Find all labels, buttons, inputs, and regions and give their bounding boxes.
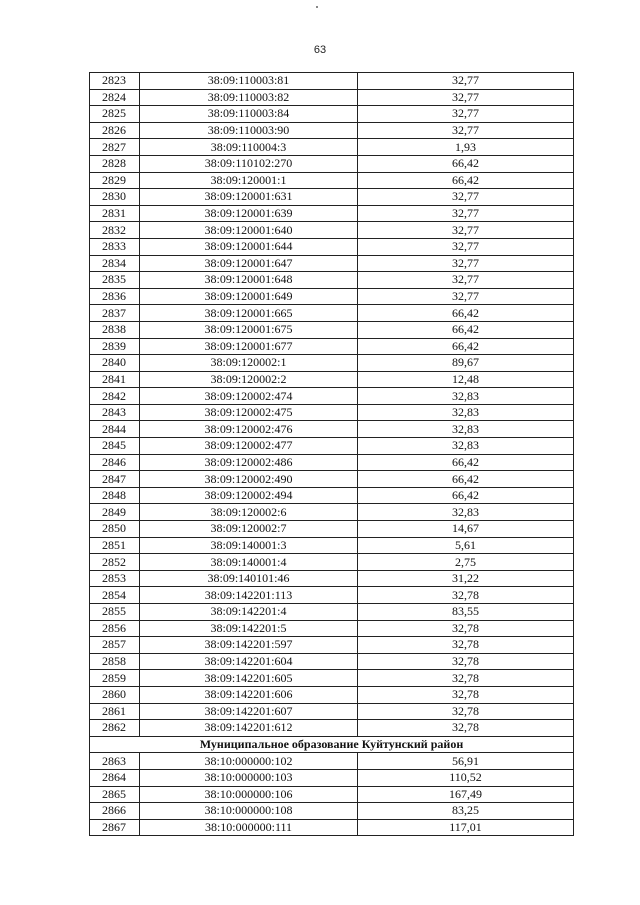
value-cell: 66,42 <box>358 155 574 172</box>
row-number-cell: 2836 <box>90 288 140 305</box>
table-row <box>90 388 574 405</box>
value-cell: 117,01 <box>358 819 574 836</box>
cadastral-number-cell: 38:10:000000:106 <box>140 786 358 803</box>
row-number-cell: 2848 <box>90 487 140 504</box>
cadastral-number-cell: 38:09:142201:5 <box>140 620 358 637</box>
value-cell: 32,77 <box>358 288 574 305</box>
value-cell: 66,42 <box>358 338 574 355</box>
value-cell: 32,77 <box>358 106 574 123</box>
row-number-cell: 2846 <box>90 454 140 471</box>
row-number-cell: 2838 <box>90 321 140 338</box>
value-cell: 32,83 <box>358 438 574 455</box>
value-cell: 32,78 <box>358 587 574 604</box>
table-row <box>90 570 574 587</box>
table-row <box>90 686 574 703</box>
row-number-cell: 2861 <box>90 703 140 720</box>
value-cell: 66,42 <box>358 172 574 189</box>
table-row <box>90 604 574 621</box>
row-number-cell: 2827 <box>90 139 140 156</box>
cadastral-number-cell: 38:09:110102:270 <box>140 155 358 172</box>
value-cell: 32,78 <box>358 670 574 687</box>
table-row <box>90 421 574 438</box>
value-cell: 66,42 <box>358 471 574 488</box>
table-row <box>90 819 574 836</box>
table-row <box>90 786 574 803</box>
value-cell: 66,42 <box>358 487 574 504</box>
table-row <box>90 703 574 720</box>
row-number-cell: 2835 <box>90 272 140 289</box>
value-cell: 66,42 <box>358 305 574 322</box>
value-cell: 32,83 <box>358 404 574 421</box>
table-row <box>90 504 574 521</box>
row-number-cell: 2840 <box>90 355 140 372</box>
cadastral-number-cell: 38:09:120001:644 <box>140 238 358 255</box>
cadastral-number-cell: 38:09:142201:597 <box>140 637 358 654</box>
cadastral-number-cell: 38:09:142201:604 <box>140 653 358 670</box>
value-cell: 32,78 <box>358 653 574 670</box>
row-number-cell: 2824 <box>90 89 140 106</box>
table-row <box>90 321 574 338</box>
cadastral-number-cell: 38:09:120001:647 <box>140 255 358 272</box>
value-cell: 32,77 <box>358 205 574 222</box>
table-row <box>90 272 574 289</box>
section-header-row <box>90 736 574 753</box>
cadastral-number-cell: 38:09:120002:7 <box>140 521 358 538</box>
table-row <box>90 189 574 206</box>
row-number-cell: 2865 <box>90 786 140 803</box>
cadastral-number-cell: 38:09:120002:476 <box>140 421 358 438</box>
cadastral-number-cell: 38:09:120001:665 <box>140 305 358 322</box>
page-number: 63 <box>313 44 327 56</box>
value-cell: 32,78 <box>358 720 574 737</box>
table-row <box>90 587 574 604</box>
row-number-cell: 2847 <box>90 471 140 488</box>
cadastral-number-cell: 38:09:120002:486 <box>140 454 358 471</box>
cadastral-number-cell: 38:10:000000:111 <box>140 819 358 836</box>
cadastral-number-cell: 38:09:110003:82 <box>140 89 358 106</box>
cadastral-number-cell: 38:10:000000:102 <box>140 753 358 770</box>
table-row <box>90 471 574 488</box>
value-cell: 5,61 <box>358 537 574 554</box>
registry-table-body <box>90 73 574 836</box>
registry-table <box>89 72 574 836</box>
cadastral-number-cell: 38:09:142201:113 <box>140 587 358 604</box>
value-cell: 12,48 <box>358 371 574 388</box>
cadastral-number-cell: 38:10:000000:103 <box>140 769 358 786</box>
cadastral-number-cell: 38:09:120002:490 <box>140 471 358 488</box>
cadastral-number-cell: 38:09:110004:3 <box>140 139 358 156</box>
section-title: Муниципальное образование Куйтунский район <box>90 736 574 753</box>
table-row <box>90 355 574 372</box>
table-row <box>90 620 574 637</box>
value-cell: 2,75 <box>358 554 574 571</box>
cadastral-number-cell: 38:09:140001:3 <box>140 537 358 554</box>
value-cell: 167,49 <box>358 786 574 803</box>
cadastral-number-cell: 38:09:120001:677 <box>140 338 358 355</box>
row-number-cell: 2859 <box>90 670 140 687</box>
table-row <box>90 205 574 222</box>
row-number-cell: 2832 <box>90 222 140 239</box>
row-number-cell: 2825 <box>90 106 140 123</box>
row-number-cell: 2855 <box>90 604 140 621</box>
table-row <box>90 487 574 504</box>
row-number-cell: 2858 <box>90 653 140 670</box>
table-row <box>90 803 574 820</box>
table-row <box>90 155 574 172</box>
table-row <box>90 404 574 421</box>
row-number-cell: 2845 <box>90 438 140 455</box>
cadastral-number-cell: 38:09:120001:648 <box>140 272 358 289</box>
table-row <box>90 554 574 571</box>
table-row <box>90 537 574 554</box>
value-cell: 32,78 <box>358 637 574 654</box>
cadastral-number-cell: 38:09:120002:474 <box>140 388 358 405</box>
value-cell: 56,91 <box>358 753 574 770</box>
cadastral-number-cell: 38:09:120002:2 <box>140 371 358 388</box>
table-row <box>90 521 574 538</box>
row-number-cell: 2823 <box>90 73 140 90</box>
value-cell: 66,42 <box>358 321 574 338</box>
value-cell: 32,77 <box>358 89 574 106</box>
row-number-cell: 2867 <box>90 819 140 836</box>
value-cell: 83,25 <box>358 803 574 820</box>
table-row <box>90 305 574 322</box>
table-row <box>90 122 574 139</box>
cadastral-number-cell: 38:09:120001:639 <box>140 205 358 222</box>
row-number-cell: 2854 <box>90 587 140 604</box>
cadastral-number-cell: 38:09:120002:475 <box>140 404 358 421</box>
table-row <box>90 222 574 239</box>
cadastral-number-cell: 38:09:142201:606 <box>140 686 358 703</box>
value-cell: 66,42 <box>358 454 574 471</box>
value-cell: 32,78 <box>358 703 574 720</box>
table-row <box>90 106 574 123</box>
cadastral-number-cell: 38:10:000000:108 <box>140 803 358 820</box>
row-number-cell: 2826 <box>90 122 140 139</box>
value-cell: 32,78 <box>358 620 574 637</box>
row-number-cell: 2866 <box>90 803 140 820</box>
value-cell: 32,77 <box>358 222 574 239</box>
table-row <box>90 670 574 687</box>
row-number-cell: 2860 <box>90 686 140 703</box>
row-number-cell: 2830 <box>90 189 140 206</box>
row-number-cell: 2853 <box>90 570 140 587</box>
table-row <box>90 255 574 272</box>
row-number-cell: 2839 <box>90 338 140 355</box>
cadastral-number-cell: 38:09:120001:631 <box>140 189 358 206</box>
table-row <box>90 338 574 355</box>
cadastral-number-cell: 38:09:120002:477 <box>140 438 358 455</box>
value-cell: 110,52 <box>358 769 574 786</box>
value-cell: 32,77 <box>358 255 574 272</box>
value-cell: 32,83 <box>358 388 574 405</box>
row-number-cell: 2828 <box>90 155 140 172</box>
row-number-cell: 2851 <box>90 537 140 554</box>
cadastral-number-cell: 38:09:140001:4 <box>140 554 358 571</box>
cadastral-number-cell: 38:09:142201:612 <box>140 720 358 737</box>
table-row <box>90 753 574 770</box>
row-number-cell: 2850 <box>90 521 140 538</box>
cadastral-number-cell: 38:09:120001:640 <box>140 222 358 239</box>
row-number-cell: 2833 <box>90 238 140 255</box>
value-cell: 32,77 <box>358 122 574 139</box>
row-number-cell: 2834 <box>90 255 140 272</box>
cadastral-number-cell: 38:09:120002:1 <box>140 355 358 372</box>
cadastral-number-cell: 38:09:120001:1 <box>140 172 358 189</box>
value-cell: 89,67 <box>358 355 574 372</box>
table-row <box>90 89 574 106</box>
row-number-cell: 2862 <box>90 720 140 737</box>
cadastral-number-cell: 38:09:142201:4 <box>140 604 358 621</box>
cadastral-number-cell: 38:09:120002:494 <box>140 487 358 504</box>
value-cell: 32,77 <box>358 238 574 255</box>
value-cell: 32,77 <box>358 73 574 90</box>
row-number-cell: 2844 <box>90 421 140 438</box>
table-row <box>90 637 574 654</box>
row-number-cell: 2837 <box>90 305 140 322</box>
cadastral-number-cell: 38:09:142201:605 <box>140 670 358 687</box>
cadastral-number-cell: 38:09:120002:6 <box>140 504 358 521</box>
value-cell: 32,78 <box>358 686 574 703</box>
table-row <box>90 73 574 90</box>
value-cell: 14,67 <box>358 521 574 538</box>
row-number-cell: 2856 <box>90 620 140 637</box>
value-cell: 32,83 <box>358 504 574 521</box>
row-number-cell: 2831 <box>90 205 140 222</box>
value-cell: 83,55 <box>358 604 574 621</box>
table-row <box>90 653 574 670</box>
row-number-cell: 2829 <box>90 172 140 189</box>
row-number-cell: 2852 <box>90 554 140 571</box>
table-row <box>90 288 574 305</box>
cadastral-number-cell: 38:09:110003:90 <box>140 122 358 139</box>
cadastral-number-cell: 38:09:142201:607 <box>140 703 358 720</box>
table-row <box>90 454 574 471</box>
cadastral-number-cell: 38:09:120001:675 <box>140 321 358 338</box>
table-row <box>90 720 574 737</box>
table-row <box>90 238 574 255</box>
table-row <box>90 371 574 388</box>
table-row <box>90 172 574 189</box>
row-number-cell: 2843 <box>90 404 140 421</box>
table-row <box>90 769 574 786</box>
cadastral-number-cell: 38:09:120001:649 <box>140 288 358 305</box>
row-number-cell: 2863 <box>90 753 140 770</box>
row-number-cell: 2849 <box>90 504 140 521</box>
value-cell: 31,22 <box>358 570 574 587</box>
table-row <box>90 139 574 156</box>
row-number-cell: 2842 <box>90 388 140 405</box>
table-row <box>90 438 574 455</box>
scan-artifact <box>316 6 318 8</box>
row-number-cell: 2864 <box>90 769 140 786</box>
value-cell: 1,93 <box>358 139 574 156</box>
value-cell: 32,77 <box>358 189 574 206</box>
cadastral-number-cell: 38:09:110003:81 <box>140 73 358 90</box>
cadastral-number-cell: 38:09:110003:84 <box>140 106 358 123</box>
value-cell: 32,83 <box>358 421 574 438</box>
cadastral-number-cell: 38:09:140101:46 <box>140 570 358 587</box>
value-cell: 32,77 <box>358 272 574 289</box>
row-number-cell: 2841 <box>90 371 140 388</box>
row-number-cell: 2857 <box>90 637 140 654</box>
